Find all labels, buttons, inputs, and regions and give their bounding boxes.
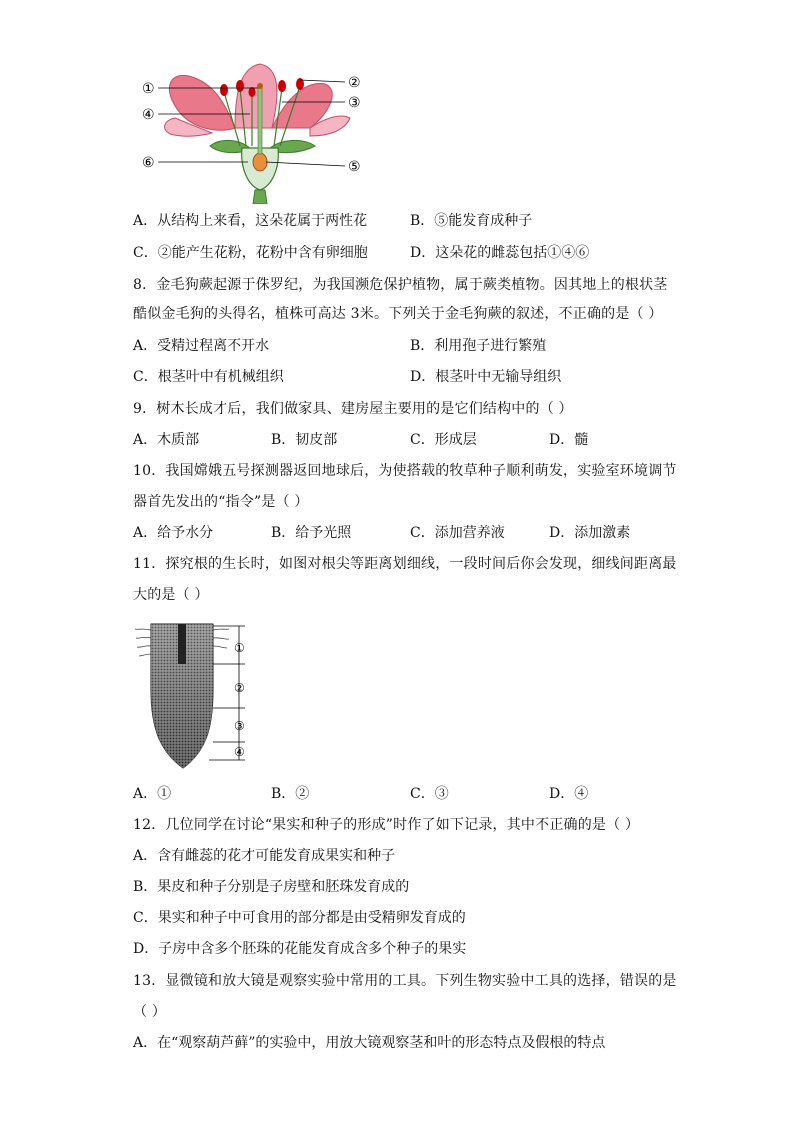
- flower-label-3: ③: [348, 95, 361, 111]
- root-label-4: ④: [234, 745, 245, 759]
- q13-option-a[interactable]: A．在“观察葫芦藓”的实验中，用放大镜观察茎和叶的形态特点及假根的特点: [133, 1035, 606, 1051]
- flower-label-5: ⑤: [348, 159, 361, 175]
- q11-option-d[interactable]: D．④: [549, 786, 589, 802]
- q13-stem-line1: 13．显微镜和放大镜是观察实验中常用的工具。下列生物实验中工具的选择，错误的是: [133, 973, 677, 989]
- q9-option-c[interactable]: C．形成层: [410, 432, 477, 448]
- q7-option-c[interactable]: C．②能产生花粉，花粉中含有卵细胞: [133, 245, 368, 261]
- q11-stem-line1: 11．探究根的生长时，如图对根尖等距离划细线，一段时间后你会发现，细线间距离最: [133, 556, 677, 572]
- q12-option-a[interactable]: A．含有雌蕊的花才可能发育成果实和种子: [133, 848, 396, 864]
- q7-option-b[interactable]: B．⑤能发育成种子: [410, 213, 533, 229]
- q8-option-b[interactable]: B．利用孢子进行繁殖: [410, 338, 547, 354]
- q10-option-b[interactable]: B．给予光照: [271, 525, 352, 541]
- q10-stem-line1: 10．我国嫦娥五号探测器返回地球后，为使搭载的牧草种子顺利萌发，实验室环境调节: [133, 463, 677, 479]
- q9-stem: 9．树木长成才后，我们做家具、建房屋主要用的是它们结构中的（ ）: [133, 401, 573, 417]
- q8-option-a[interactable]: A．受精过程离不开水: [133, 338, 270, 354]
- q11-stem-line2: 大的是（ ）: [133, 587, 209, 603]
- q8-option-d[interactable]: D．根茎叶中无输导组织: [410, 369, 562, 385]
- q10-option-a[interactable]: A．给予水分: [133, 525, 214, 541]
- q12-option-c[interactable]: C．果实和种子中可食用的部分都是由受精卵发育成的: [133, 910, 466, 926]
- q12-option-b[interactable]: B．果皮和种子分别是子房壁和胚珠发育成的: [133, 879, 410, 895]
- flower-label-4: ④: [142, 107, 155, 123]
- q8-stem-line1: 8．金毛狗蕨起源于侏罗纪，为我国濒危保护植物，属于蕨类植物。因其地上的根状茎: [133, 277, 668, 293]
- q8-stem-line2: 酷似金毛狗的头得名，植株可高达 3米。下列关于金毛狗蕨的叙述，不正确的是（ ）: [133, 306, 663, 322]
- flower-label-1: ①: [142, 81, 155, 97]
- root-label-1: ①: [234, 641, 245, 655]
- q11-option-c[interactable]: C．③: [410, 786, 449, 802]
- q10-option-d[interactable]: D．添加激素: [549, 525, 631, 541]
- root-label-3: ③: [234, 719, 245, 733]
- q12-stem: 12．几位同学在讨论“果实和种子的形成”时作了如下记录，其中不正确的是（ ）: [133, 817, 640, 833]
- q10-option-c[interactable]: C．添加营养液: [410, 525, 505, 541]
- root-label-2: ②: [234, 681, 245, 695]
- q9-option-b[interactable]: B．韧皮部: [271, 432, 338, 448]
- q10-stem-line2: 器首先发出的“指令”是（ ）: [133, 494, 309, 510]
- q13-stem-line2: （ ）: [133, 1004, 167, 1020]
- q9-option-a[interactable]: A．木质部: [133, 432, 200, 448]
- q11-option-a[interactable]: A．①: [133, 786, 172, 802]
- q12-option-d[interactable]: D．子房中含多个胚珠的花能发育成含多个种子的果实: [133, 941, 467, 957]
- root-tip-diagram: [133, 620, 253, 772]
- flower-label-2: ②: [348, 75, 361, 91]
- q11-option-b[interactable]: B．②: [271, 786, 310, 802]
- q8-option-c[interactable]: C．根茎叶中有机械组织: [133, 369, 284, 385]
- flower-diagram: [140, 58, 380, 204]
- q7-option-d[interactable]: D．这朵花的雌蕊包括①④⑥: [410, 245, 590, 261]
- q7-option-a[interactable]: A．从结构上来看，这朵花属于两性花: [133, 213, 368, 229]
- q9-option-d[interactable]: D．髓: [549, 432, 589, 448]
- flower-label-6: ⑥: [142, 155, 155, 171]
